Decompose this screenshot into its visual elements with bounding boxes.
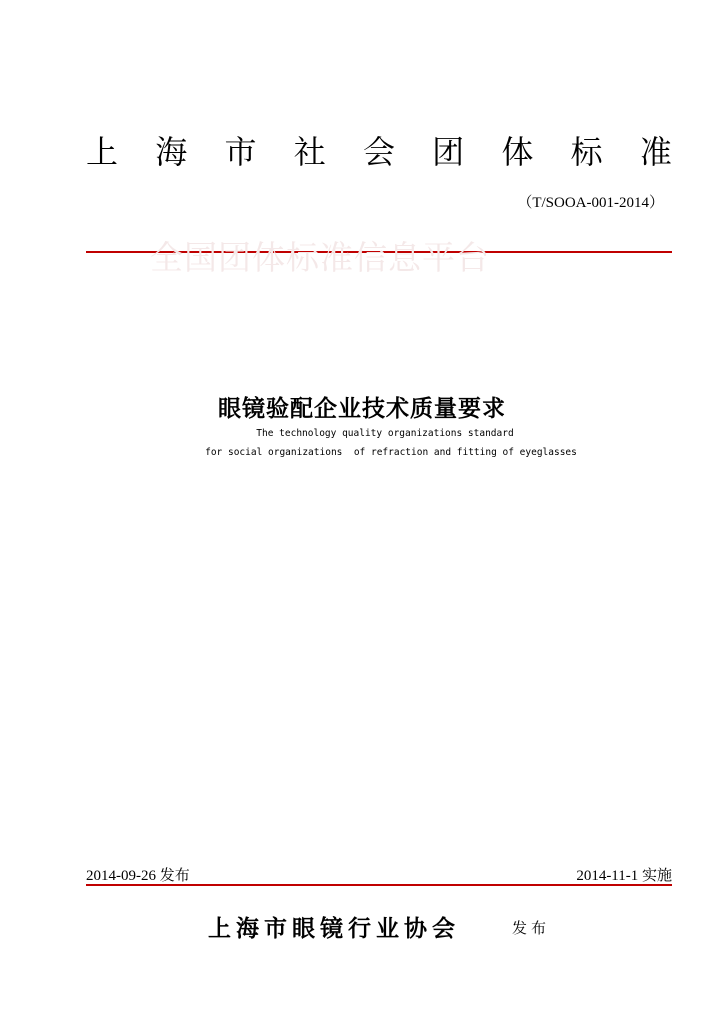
footer-divider	[86, 884, 672, 886]
title-char: 市	[224, 133, 257, 171]
title-char: 团	[432, 133, 465, 171]
title-char: 标	[570, 133, 603, 171]
title-char: 会	[362, 133, 395, 171]
english-title-line-1: The technology quality organizations standard	[256, 428, 514, 439]
title-char: 海	[155, 133, 188, 171]
title-char: 准	[639, 133, 672, 171]
publisher-name: 上海市眼镜行业协会	[208, 916, 460, 942]
title-char: 社	[293, 133, 326, 171]
document-title: 眼镜验配企业技术质量要求	[218, 396, 506, 422]
issue-date: 2014-09-26 发布	[86, 868, 190, 884]
english-title-line-2: for social organizations of refraction and fitting of eyeglasses	[205, 447, 577, 458]
title-char: 上	[86, 133, 119, 171]
implementation-date: 2014-11-1 实施	[576, 868, 672, 884]
watermark: 全国团体标准信息平台	[150, 238, 490, 277]
standard-category-title	[86, 132, 672, 172]
publish-label: 发布	[512, 919, 551, 937]
title-char: 体	[501, 133, 534, 171]
standard-code: （T/SOOA-001-2014）	[517, 195, 664, 211]
